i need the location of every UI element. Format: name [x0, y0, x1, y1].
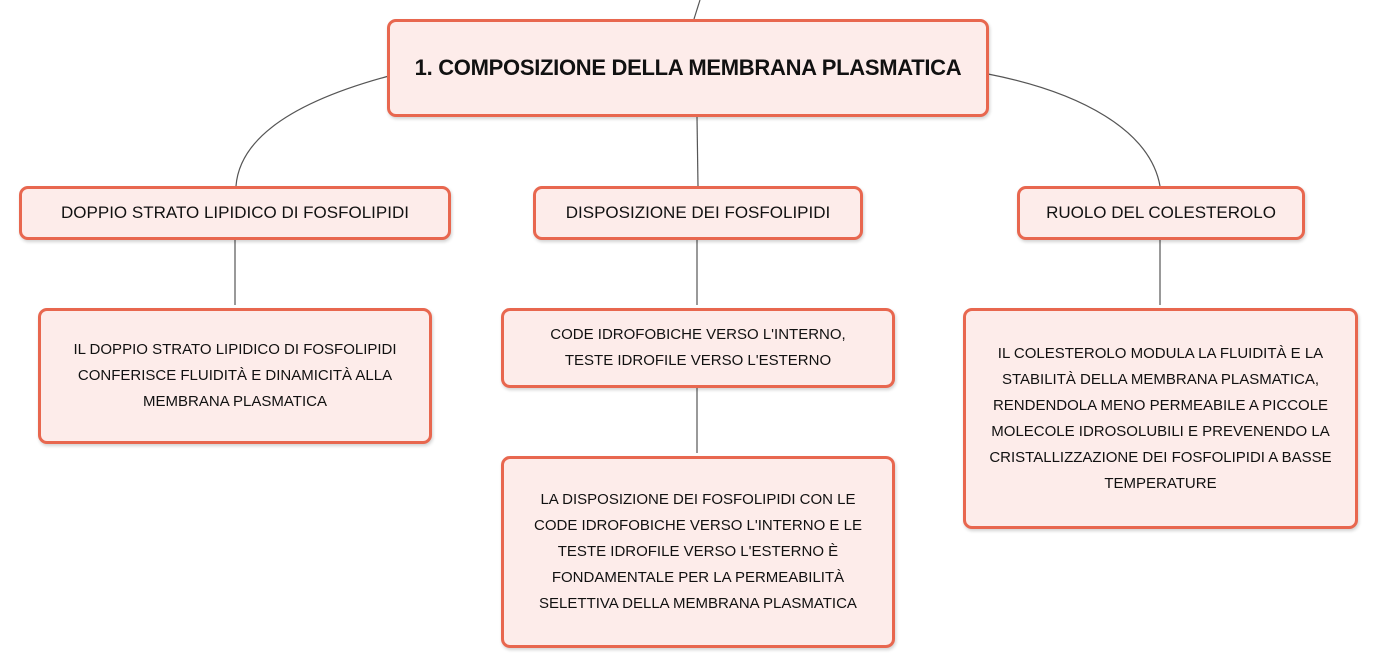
- detail-line: RENDENDOLA MENO PERMEABILE A PICCOLE: [992, 396, 1329, 414]
- detail-text: [989, 341, 1331, 497]
- detail-text: [73, 337, 396, 415]
- detail-node-lipid-bilayer[interactable]: [38, 308, 432, 444]
- category-label: DISPOSIZIONE DEI FOSFOLIPIDI: [565, 203, 831, 222]
- root-topic-node[interactable]: [387, 19, 989, 117]
- connector-root-to-category-2: [697, 117, 698, 186]
- category-node-phospholipid-arrangement[interactable]: [533, 186, 863, 240]
- category-label: RUOLO DEL COLESTEROLO: [1046, 203, 1276, 222]
- connector-root-to-category-3: [988, 74, 1160, 186]
- detail-line: CODE IDROFOBICHE VERSO L'INTERNO E LE: [534, 517, 862, 534]
- detail-line: SELETTIVA DELLA MEMBRANA PLASMATICA: [539, 595, 857, 612]
- category-node-lipid-bilayer[interactable]: [19, 186, 451, 240]
- detail-line: LA DISPOSIZIONE DEI FOSFOLIPIDI CON LE: [540, 491, 856, 508]
- detail-node-cholesterol[interactable]: [963, 308, 1358, 529]
- detail-line: FONDAMENTALE PER LA PERMEABILITÀ: [551, 569, 845, 586]
- detail-line: TEMPERATURE: [1104, 474, 1217, 492]
- detail-line: IL COLESTEROLO MODULA LA FLUIDITÀ E LA: [997, 344, 1324, 362]
- detail-node-selective-permeability[interactable]: [501, 456, 895, 648]
- detail-line: MOLECOLE IDROSOLUBILI E PREVENENDO LA: [991, 422, 1330, 440]
- category-node-cholesterol-role[interactable]: [1017, 186, 1305, 240]
- detail-line: CODE IDROFOBICHE VERSO L'INTERNO,: [550, 326, 846, 343]
- detail-line: STABILITÀ DELLA MEMBRANA PLASMATICA,: [1001, 370, 1320, 388]
- detail-line: TESTE IDROFILE VERSO L'ESTERNO: [564, 352, 832, 369]
- connector-root-to-category-1: [236, 76, 389, 186]
- root-topic-title: 1. COMPOSIZIONE DELLA MEMBRANA PLASMATICA: [414, 55, 962, 80]
- connector-parent-to-root: [694, 0, 700, 19]
- detail-node-tails-heads[interactable]: [501, 308, 895, 388]
- detail-text: [534, 487, 862, 617]
- detail-line: TESTE IDROFILE VERSO L'ESTERNO È: [557, 543, 839, 560]
- category-label: DOPPIO STRATO LIPIDICO DI FOSFOLIPIDI: [61, 203, 409, 222]
- detail-line: CONFERISCE FLUIDITÀ E DINAMICITÀ ALLA: [77, 367, 393, 384]
- detail-text: [550, 322, 845, 374]
- detail-line: MEMBRANA PLASMATICA: [143, 393, 327, 410]
- detail-line: CRISTALLIZZAZIONE DEI FOSFOLIPIDI A BASSE: [989, 448, 1332, 466]
- detail-line: IL DOPPIO STRATO LIPIDICO DI FOSFOLIPIDI: [73, 341, 397, 358]
